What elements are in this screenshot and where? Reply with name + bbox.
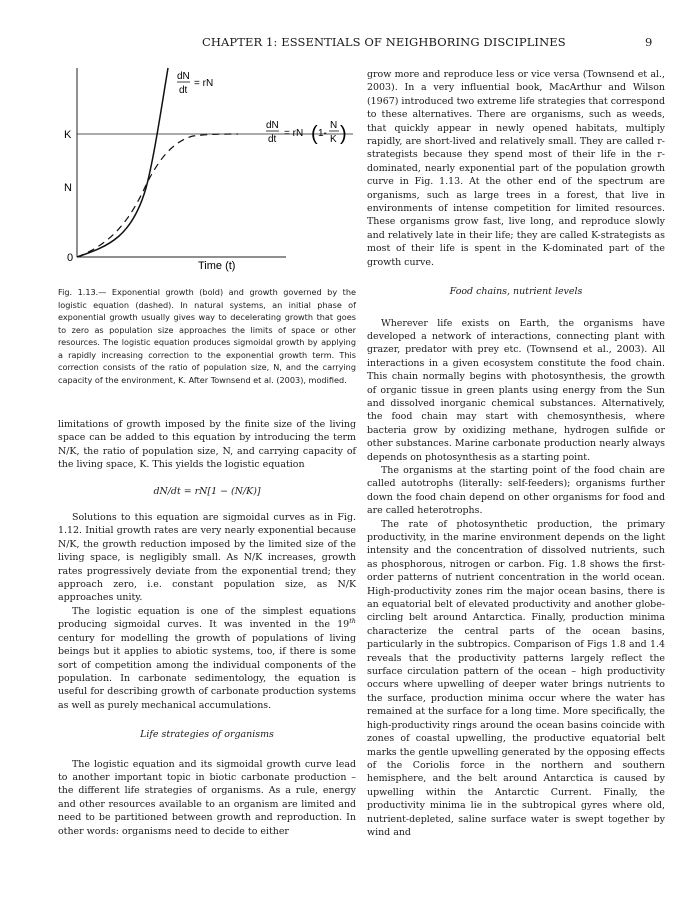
figure-caption: Fig. 1.13.— Exponential growth (bold) and growth governed by the logistic equation (dashed). In natural systems, an initial phase of exponential growth usually gives way to decelerating growth that goes to zero as population size approaches the limits of space or other resources. The logistic equation produces sigmoidal growth by applying a rapidly increasing correction to the exponential growth term. This correction consists of the ratio of population size, N, and the carrying capacity of the environment, K. After Townsend et al. (2003), modified. [58, 287, 356, 385]
y-label-k: K [64, 129, 72, 141]
svg-text:dN: dN [177, 71, 190, 82]
svg-text:1-: 1- [318, 128, 327, 139]
x-axis-label: Time (t) [198, 260, 236, 272]
svg-text:K: K [330, 134, 337, 145]
logistic-curve [77, 134, 238, 257]
paragraph: The organisms at the starting point of the food chain are called autotrophs (literally: self-feeders); organisms further down the food chain depend on other organisms for food and are called heterotrophs. [367, 464, 665, 517]
chapter-title: CHAPTER 1: ESSENTIALS OF NEIGHBORING DISCIPLINES [202, 35, 566, 49]
y-label-n: N [64, 182, 72, 194]
paragraph: Solutions to this equation are sigmoidal curves as in Fig. 1.12. Initial growth rates are very nearly exponential because N/K, the growth reduction imposed by the limited size of the living space, is negligibly small. As N/K increases, growth rates progressively deviate from the exponential trend; they approach zero, i.e. constant population size, as N/K approaches unity. [58, 512, 356, 604]
svg-text:): ) [340, 123, 347, 145]
origin-label: 0 [67, 252, 74, 264]
running-header [0, 35, 695, 51]
page-number: 9 [645, 35, 653, 49]
svg-text:dt: dt [179, 85, 188, 96]
svg-text:(: ( [311, 123, 318, 145]
paragraph: grow more and reproduce less or vice versa (Townsend et al., 2003). In a very influential book, MacArthur and Wilson (1967) introduced two extreme life strategies that correspond to these alternatives. There are organisms, such as weeds, that quickly appear in newly opened habitats, multiply rapidly, are short-lived and relatively small. They are called r-strategists because they spend most of their life in the r-dominated, nearly exponential part of the population growth curve in Fig. 1.13. At the other end of the spectrum are organisms, such as large trees in a forest, that live in environments of intense competition for limited resources. These organisms grow fast, live long, and reproduce slowly and relatively late in their life; they are called K-strategists as most of their life is spent in the K-dominated part of the growth curve. [367, 69, 665, 268]
logistic-equation-display: dN/dt = rN[1 − (N/K)] [153, 485, 261, 497]
paragraph: The rate of photosynthetic production, the primary productivity, in the marine environment depends on the light intensity and the concentration of dissolved nutrients, such as phosphorous, nitrogen or carbon. Fig. 1.8 shows the first-order patterns of nutrient concentration in the world ocean. High-productivity zones rim the major ocean basins, there is an equatorial belt of elevated productivity and another globe-circling belt around Antarctica. Finally, production minima characterize the central parts of the ocean basins, particularly in the subtropics. Comparison of Figs 1.8 and 1.4 reveals that the productivity patterns largely reflect the surface circulation pattern of the ocean – high productivity occurs where upwelling of deeper water brings nutrients to the surface, production minima occur where the water has remained at the surface for a long time. More specifically, the high-productivity rings around the ocean basins coincide with zones of coastal upwelling, the productive equatorial belt marks the gentle upwelling generated by the opposing effects of the Coriolis force in the northern and southern hemisphere, and the belt around Antarctica is caused by upwelling within the Antarctic Current. Finally, the productivity minima lie in the subtropical gyres where old, nutrient-depleted, saline surface water is swept together by wind and [367, 518, 665, 838]
section-heading: Food chains, nutrient levels [449, 286, 583, 298]
svg-text:= rN: = rN [194, 78, 214, 89]
paragraph: The logistic equation is one of the simplest equations producing sigmoidal curves. It was invented in the 19th century for modelling the growth of populations of living beings but it applies to abiotic systems, too, if there is some sort of competition among the individual components of the population. In carbonate sedimentology, the equation is useful for describing growth of carbonate production systems as well as purely mechanical accumulations. [58, 605, 356, 711]
exponential-curve [77, 68, 168, 257]
paragraph: limitations of growth imposed by the finite size of the living space can be added to this equation by introducing the term N/K, the ratio of population size, N, and carrying capacity of the living space, K. This yields the logistic equation [58, 419, 356, 471]
paragraph: Wherever life exists on Earth, the organisms have developed a network of interactions, connecting plant with grazer, predator with prey etc. (Townsend et al., 2003). All interactions in a given ecosystem constitute the food chain. This chain normally begins with photosynthesis, the growth of organic tissue in green plants using energy from the Sun and dissolved inorganic chemical substances. Alternatively, the food chain may start with chemosynthesis, where bacteria grow by oxidizing methane, hydrogen sulfide or other substances. Marine carbonate production nearly always depends on photosynthesis as a starting point. [367, 317, 665, 463]
svg-text:dN: dN [266, 120, 279, 131]
section-heading: Life strategies of organisms [140, 729, 274, 741]
growth-curves-figure [58, 60, 358, 275]
svg-text:= rN: = rN [284, 128, 304, 139]
right-column [367, 68, 665, 839]
svg-text:dt: dt [268, 134, 277, 145]
paragraph: The logistic equation and its sigmoidal growth curve lead to another important topic in biotic carbonate production – the different life strategies of organisms. As a rule, energy and other resources available to an organism are limited and need to be partitioned between growth and reproduction. In other words: organisms need to decide to either [58, 758, 356, 837]
logistic-equation [266, 120, 347, 145]
svg-text:N: N [330, 120, 338, 131]
left-column [58, 418, 356, 838]
exponential-equation [177, 71, 213, 96]
